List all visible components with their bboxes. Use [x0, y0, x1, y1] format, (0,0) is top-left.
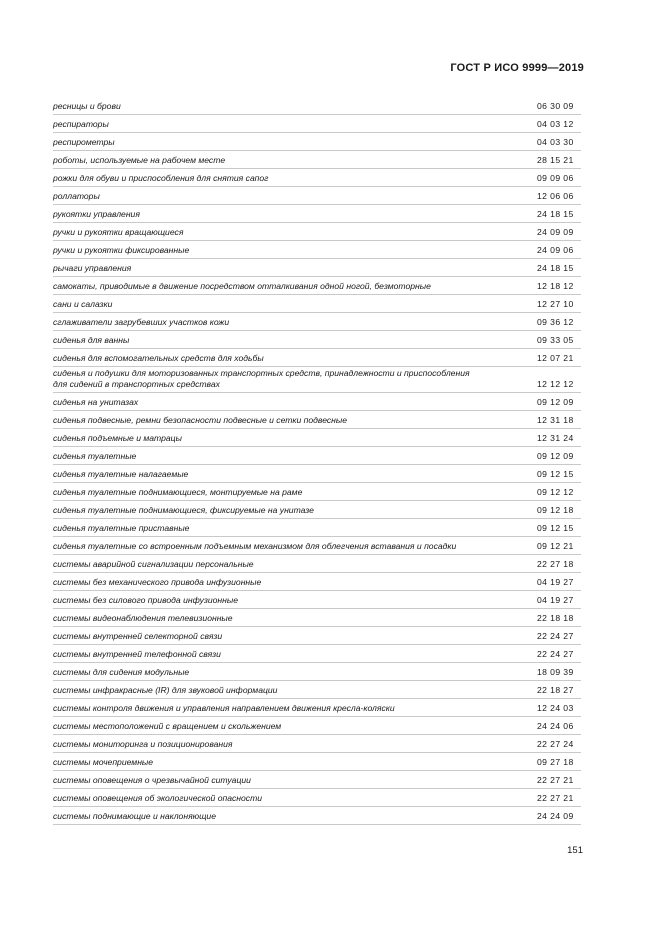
index-code: 09 12 18	[537, 505, 574, 515]
index-row	[53, 735, 581, 753]
index-term: самокаты, приводимые в движение посредством отталкивания одной ногой, безмоторные	[53, 281, 431, 291]
index-row	[53, 591, 581, 609]
index-code: 06 30 09	[537, 101, 574, 111]
index-code: 09 09 06	[537, 173, 574, 183]
index-code: 12 31 18	[537, 415, 574, 425]
index-row	[53, 501, 581, 519]
page-number: 151	[567, 845, 583, 856]
index-code: 12 06 06	[537, 191, 574, 201]
index-term: роллаторы	[53, 191, 100, 201]
index-row	[53, 205, 581, 223]
index-term: сиденья для вспомогательных средств для ходьбы	[53, 353, 264, 363]
index-term: ручки и рукоятки вращающиеся	[53, 227, 184, 237]
index-code: 24 09 09	[537, 227, 574, 237]
index-row	[53, 699, 581, 717]
index-term: системы поднимающие и наклоняющие	[53, 811, 216, 821]
index-row	[53, 277, 581, 295]
index-term: системы аварийной сигнализации персональные	[53, 559, 254, 569]
document-header: ГОСТ Р ИСО 9999—2019	[450, 62, 584, 74]
index-code: 28 15 21	[537, 155, 574, 165]
index-row	[53, 411, 581, 429]
index-code: 12 31 24	[537, 433, 574, 443]
index-term: респираторы	[53, 119, 109, 129]
index-term: сиденья и подушки для моторизованных транспортных средств, принадлежности и приспособления для сидений в транспортных средствах	[53, 368, 470, 389]
index-row	[53, 465, 581, 483]
index-row	[53, 187, 581, 205]
index-code: 09 12 15	[537, 523, 574, 533]
index-row	[53, 807, 581, 825]
index-code: 12 07 21	[537, 353, 574, 363]
index-row	[53, 663, 581, 681]
index-term: системы внутренней селекторной связи	[53, 631, 223, 641]
index-code: 09 12 12	[537, 487, 574, 497]
index-code: 22 24 27	[537, 649, 574, 659]
index-row	[53, 115, 581, 133]
index-row	[53, 295, 581, 313]
index-term: системы внутренней телефонной связи	[53, 649, 221, 659]
index-row	[53, 151, 581, 169]
index-code: 24 09 06	[537, 245, 574, 255]
index-term: системы без механического привода инфузионные	[53, 577, 262, 587]
index-term: системы оповещения о чрезвычайной ситуации	[53, 775, 251, 785]
index-term: системы мочеприемные	[53, 757, 154, 767]
index-term: сиденья на унитазах	[53, 397, 139, 407]
index-code: 24 24 06	[537, 721, 574, 731]
index-code: 09 33 05	[537, 335, 574, 345]
index-term: сглаживатели загрубевших участков кожи	[53, 317, 230, 327]
index-term: сиденья подъемные и матрацы	[53, 433, 182, 443]
index-row	[53, 259, 581, 277]
index-row	[53, 555, 581, 573]
index-row	[53, 331, 581, 349]
index-code: 22 18 18	[537, 613, 574, 623]
index-term: системы контроля движения и управления направлением движения кресла-коляски	[53, 703, 395, 713]
index-code: 22 18 27	[537, 685, 574, 695]
index-list	[53, 97, 581, 825]
index-code: 09 12 09	[537, 397, 574, 407]
index-code: 24 18 15	[537, 209, 574, 219]
index-term: системы без силового привода инфузионные	[53, 595, 238, 605]
index-row	[53, 519, 581, 537]
index-row	[53, 537, 581, 555]
index-row	[53, 645, 581, 663]
index-row	[53, 771, 581, 789]
index-term: рукоятки управления	[53, 209, 140, 219]
index-code: 12 18 12	[537, 281, 574, 291]
index-code: 22 24 27	[537, 631, 574, 641]
index-term: респирометры	[53, 137, 115, 147]
index-term: системы инфракрасные (IR) для звуковой информации	[53, 685, 278, 695]
index-code: 04 19 27	[537, 595, 574, 605]
index-term: сиденья для ванны	[53, 335, 130, 345]
index-term: сиденья туалетные поднимающиеся, монтируемые на раме	[53, 487, 303, 497]
index-term: сани и салазки	[53, 299, 113, 309]
index-term: ручки и рукоятки фиксированные	[53, 245, 190, 255]
index-term: роботы, используемые на рабочем месте	[53, 155, 226, 165]
index-row	[53, 223, 581, 241]
index-row	[53, 753, 581, 771]
index-term: сиденья подвесные, ремни безопасности подвесные и сетки подвесные	[53, 415, 348, 425]
index-code: 09 36 12	[537, 317, 574, 327]
index-code: 04 19 27	[537, 577, 574, 587]
index-row	[53, 429, 581, 447]
index-code: 12 12 12	[537, 379, 574, 389]
index-term: системы для сидения модульные	[53, 667, 190, 677]
index-term: рычаги управления	[53, 263, 132, 273]
index-code: 09 27 18	[537, 757, 574, 767]
index-row	[53, 717, 581, 735]
index-row	[53, 367, 581, 393]
index-row	[53, 169, 581, 187]
index-row	[53, 609, 581, 627]
index-term: сиденья туалетные приставные	[53, 523, 190, 533]
index-row	[53, 241, 581, 259]
index-code: 22 27 21	[537, 793, 574, 803]
index-code: 18 09 39	[537, 667, 574, 677]
index-row	[53, 573, 581, 591]
index-row	[53, 627, 581, 645]
index-code: 24 18 15	[537, 263, 574, 273]
index-code: 22 27 18	[537, 559, 574, 569]
index-code: 09 12 09	[537, 451, 574, 461]
index-row	[53, 393, 581, 411]
index-code: 22 27 21	[537, 775, 574, 785]
index-row	[53, 97, 581, 115]
index-code: 24 24 09	[537, 811, 574, 821]
index-term: системы видеонаблюдения телевизионные	[53, 613, 233, 623]
index-term: сиденья туалетные налагаемые	[53, 469, 189, 479]
index-term: системы мониторинга и позиционирования	[53, 739, 233, 749]
index-code: 12 27 10	[537, 299, 574, 309]
index-term: системы оповещения об экологической опасности	[53, 793, 263, 803]
index-code: 04 03 12	[537, 119, 574, 129]
index-code: 09 12 21	[537, 541, 574, 551]
index-row	[53, 483, 581, 501]
index-row	[53, 789, 581, 807]
index-term: рожки для обуви и приспособления для снятия сапог	[53, 173, 269, 183]
index-code: 09 12 15	[537, 469, 574, 479]
index-code: 04 03 30	[537, 137, 574, 147]
index-row	[53, 681, 581, 699]
index-term: системы местоположений с вращением и скольжением	[53, 721, 282, 731]
index-row	[53, 349, 581, 367]
index-code: 12 24 03	[537, 703, 574, 713]
index-term: ресницы и брови	[53, 101, 121, 111]
index-term: сиденья туалетные со встроенным подъемным механизмом для облегчения вставания и посадки	[53, 541, 457, 551]
index-term: сиденья туалетные поднимающиеся, фиксируемые на унитазе	[53, 505, 314, 515]
index-term: сиденья туалетные	[53, 451, 137, 461]
index-row	[53, 447, 581, 465]
index-row	[53, 313, 581, 331]
index-row	[53, 133, 581, 151]
index-code: 22 27 24	[537, 739, 574, 749]
